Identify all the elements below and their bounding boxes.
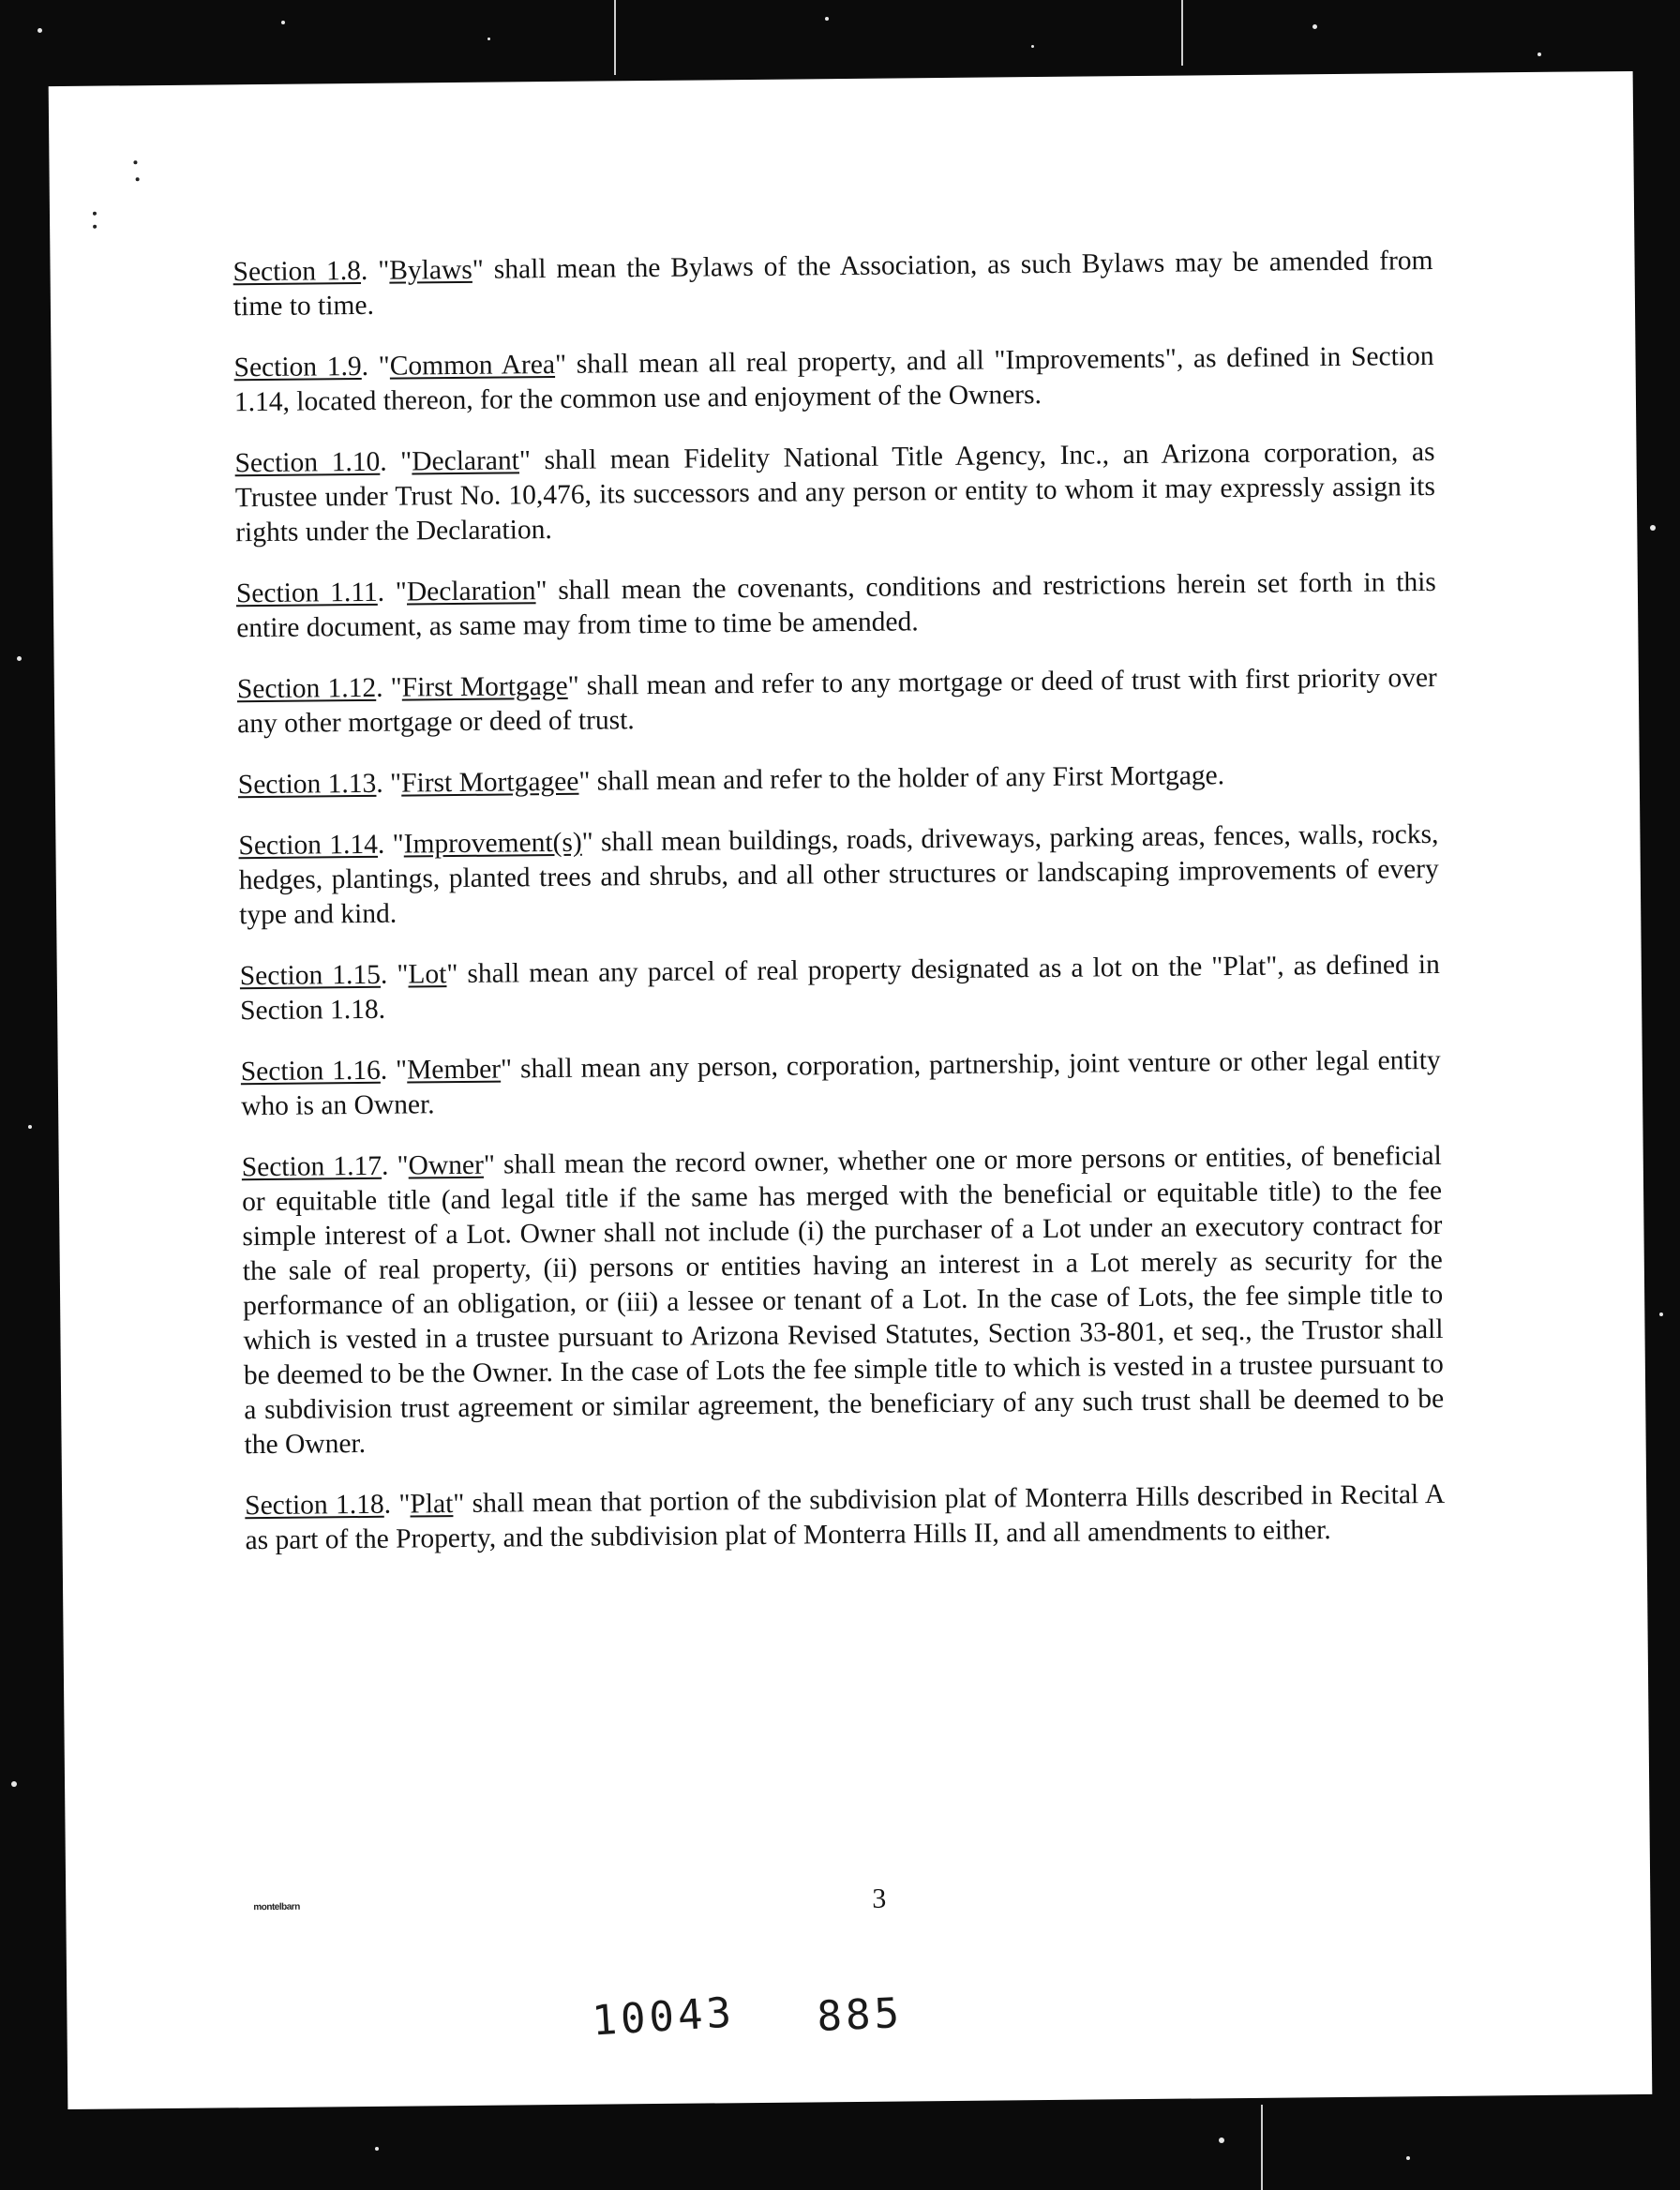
section-1-16: Section 1.16. "Member" shall mean any person, corporation, partnership, joint venture or other legal entity who is an Owner. [240,1044,1441,1122]
section-number: Section 1.18 [245,1489,384,1522]
section-number: Section 1.12 [236,672,377,705]
section-1-9: Section 1.9. "Common Area" shall mean all real property, and all "Improvements", as defined in Section 1.14, located thereon, for the common use and enjoyment of the Owners. [233,340,1434,418]
scan-speck [825,17,829,21]
document-footer-code: montelbarn [253,1901,300,1913]
section-number: Section 1.9 [233,351,362,383]
section-number: Section 1.11 [235,577,378,609]
recording-book-stamp: 10043 [591,1988,737,2046]
section-text: shall mean Fidelity National Title Agency, Inc., an Arizona corporation, as Trustee under Trust No. 10,476, its successors and any person or entity to whom it may expressly assign its rights under the Declaration. [234,436,1436,548]
defined-term: Member [406,1054,502,1086]
scan-speck [1659,1312,1663,1316]
section-text: shall mean any person, corporation, partnership, joint venture or other legal entity who is an Owner. [240,1044,1441,1122]
scan-speck [17,656,22,661]
page-number: 3 [872,1882,887,1914]
defined-term: First Mortgagee [400,766,579,799]
scan-speck [1538,52,1541,56]
scan-line [1181,0,1183,66]
defined-term: Declaration [406,576,536,608]
section-text: shall mean buildings, roads, driveways, parking areas, fences, walls, rocks, hedges, plantings, planted trees and shrubs, and all other structures or landscaping improvements of every type and kind. [238,818,1439,931]
section-text: shall mean and refer to the holder of any First Mortgage. [596,760,1225,797]
definitions-list [232,244,1446,1584]
section-text: shall mean the Bylaws of the Association, as such Bylaws may be amended from time to time. [232,245,1433,322]
defined-term: Lot [408,959,447,990]
section-number: Section 1.13 [237,768,377,801]
section-text: shall mean that portion of the subdivision plat of Monterra Hills described in Recital A as part of the Property, and the subdivision plat of Monterra Hills II, and all amendments to either. [245,1478,1446,1556]
scan-speck [1406,2156,1410,2160]
defined-term: First Mortgage [401,670,568,703]
section-number: Section 1.14 [238,829,379,862]
scan-speck [1312,24,1317,29]
recording-page-stamp: 885 [816,1988,905,2041]
defined-term: Improvement(s) [403,827,582,860]
section-1-13: Section 1.13. "First Mortgagee" shall mean and refer to the holder of any First Mortgage. [237,760,1225,801]
scan-line [614,0,616,75]
defined-term: Declarant [412,445,520,477]
section-1-10: Section 1.10. "Declarant" shall mean Fidelity National Title Agency, Inc., an Arizona corporation, as Trustee under Trust No. 10,476, its successors and any person or entity to whom it may expressly assign its rights under the Declaration. [234,436,1436,548]
scan-speck [1219,2138,1224,2143]
section-number: Section 1.10 [234,446,381,479]
section-text: shall mean the record owner, whether one or more persons or entities, of beneficial or equitable title (and legal title if the same has merged with the beneficial or equitable title) to the fee simple interest of a Lot. Owner shall not include (i) the purchaser of a Lot under an executory contract for the sale of real property, (ii) persons or entities having an interest in a Lot merely as security for the performance of an obligation, or (iii) a lessee or tenant of a Lot. In the case of Lots, the fee simple title to which is vested in a trustee pursuant to Arizona Revised Statutes, Section 33-801, et seq., the Trustor shall be deemed to be the Owner. In the case of Lots the fee simple title to which is vested in a trustee pursuant to a subdivision trust agreement or similar agreement, the beneficiary of any such trust shall be deemed to be the Owner. [241,1140,1445,1461]
section-text: shall mean and refer to any mortgage or deed of trust with first priority over any other mortgage or deed of trust. [237,662,1437,740]
margin-marks [133,160,142,245]
section-1-14: Section 1.14. "Improvement(s)" shall mean buildings, roads, driveways, parking areas, fences, walls, rocks, hedges, plantings, planted trees and shrubs, and all other structures or landscaping improvements of every type and kind. [238,818,1439,931]
scan-speck [1031,45,1034,48]
document-page [49,71,1653,2109]
defined-term: Owner [408,1149,485,1181]
scan-speck [11,1781,17,1787]
section-1-15: Section 1.15. "Lot" shall mean any parcel of real property designated as a lot on the "Plat", as defined in Section 1.18. [239,949,1440,1027]
scan-speck [38,28,42,33]
section-number: Section 1.8 [232,255,362,288]
scan-speck [281,21,285,24]
section-text: shall mean the covenants, conditions and restrictions herein set forth in this entire document, as same may from time to time be amended. [236,566,1436,644]
section-1-11: Section 1.11. "Declaration" shall mean the covenants, conditions and restrictions herein set forth in this entire document, as same may from time to time be amended. [235,566,1436,644]
section-1-18: Section 1.18. "Plat" shall mean that portion of the subdivision plat of Monterra Hills described in Recital A as part of the Property, and the subdivision plat of Monterra Hills II, and all amendments to either. [245,1478,1446,1556]
defined-term: Bylaws [389,254,472,286]
section-number: Section 1.17 [241,1150,382,1183]
scan-speck [1650,525,1656,531]
section-text: shall mean any parcel of real property designated as a lot on the "Plat", as defined in Section 1.18. [240,949,1440,1027]
section-1-8: Section 1.8. "Bylaws" shall mean the Bylaws of the Association, as such Bylaws may be amended from time to time. [232,245,1433,322]
scan-speck [28,1125,32,1129]
section-number: Section 1.16 [240,1055,381,1088]
scan-speck [375,2147,379,2151]
defined-term: Plat [410,1489,454,1520]
defined-term: Common Area [389,349,556,382]
scan-speck [488,38,490,40]
section-1-12: Section 1.12. "First Mortgage" shall mean and refer to any mortgage or deed of trust with first priority over any other mortgage or deed of trust. [236,662,1437,740]
section-text: shall mean all real property, and all "Improvements", as defined in Section 1.14, located thereon, for the common use and enjoyment of the Owners. [233,340,1434,418]
section-number: Section 1.15 [239,959,382,992]
section-1-17: Section 1.17. "Owner" shall mean the record owner, whether one or more persons or entities, of beneficial or equitable title (and legal title if the same has merged with the beneficial or equitable title) to the fee simple interest of a Lot. Owner shall not include (i) the purchaser of a Lot under an executory contract for the sale of real property, (ii) persons or entities having an interest in a Lot merely as security for the performance of an obligation, or (iii) a lessee or tenant of a Lot. In the case of Lots, the fee simple title to which is vested in a trustee pursuant to Arizona Revised Statutes, Section 33-801, et seq., the Trustor shall be deemed to be the Owner. In the case of Lots the fee simple title to which is vested in a trustee pursuant to a subdivision trust agreement or similar agreement, the beneficiary of any such trust shall be deemed to be the Owner. [241,1140,1445,1461]
scan-line [1261,2105,1263,2190]
